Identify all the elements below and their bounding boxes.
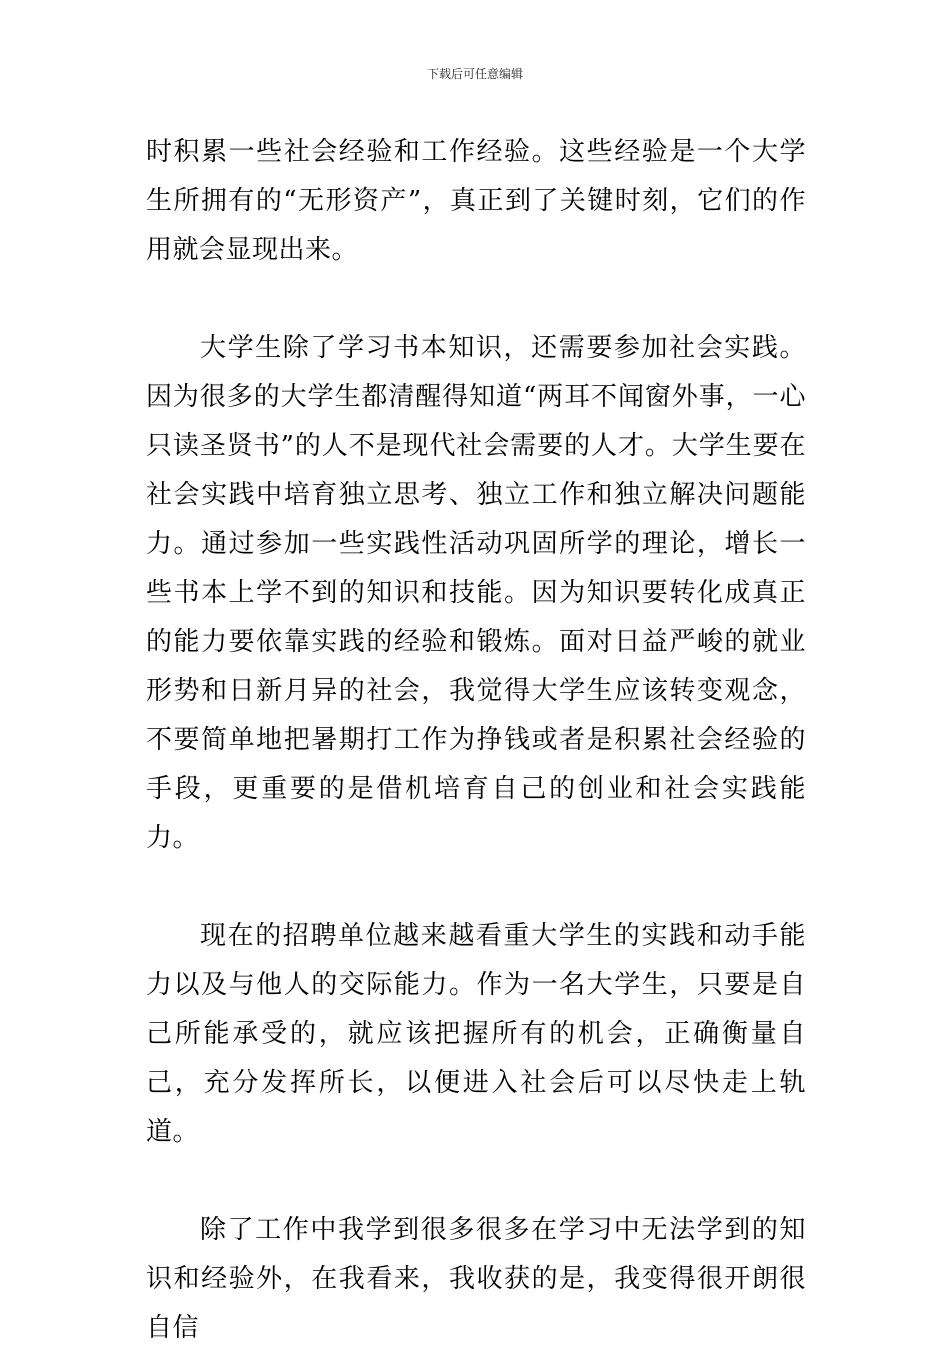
paragraph-gap [146, 1157, 806, 1206]
document-body [146, 128, 806, 1353]
paragraph-gap [146, 275, 806, 324]
paragraph-4: 除了工作中我学到很多很多在学习中无法学到的知识和经验外，在我看来，我收获的是，我变得很开朗很自信 [146, 1215, 806, 1343]
paragraph-1: 时积累一些社会经验和工作经验。这些经验是一个大学生所拥有的“无形资产”，真正到了关键时刻，它们的作用就会显现出来。 [146, 137, 806, 265]
page-header: 下载后可任意编辑 [426, 67, 523, 81]
paragraph-3: 现在的招聘单位越来越看重大学生的实践和动手能力以及与他人的交际能力。作为一名大学生，只要是自己所能承受的，就应该把握所有的机会，正确衡量自己，充分发挥所长，以便进入社会后可以尽快走上轨道。 [146, 921, 806, 1147]
paragraph-gap [146, 863, 806, 912]
paragraph-2: 大学生除了学习书本知识，还需要参加社会实践。因为很多的大学生都清醒得知道“两耳不闻窗外事，一心只读圣贤书”的人不是现代社会需要的人才。大学生要在社会实践中培育独立思考、独立工作和独立解决问题能力。通过参加一些实践性活动巩固所学的理论，增长一些书本上学不到的知识和技能。因为知识要转化成真正的能力要依靠实践的经验和锻炼。面对日益严峻的就业形势和日新月异的社会，我觉得大学生应该转变观念，不要简单地把暑期打工作为挣钱或者是积累社会经验的手段，更重要的是借机培育自己的创业和社会实践能力。 [146, 333, 806, 853]
